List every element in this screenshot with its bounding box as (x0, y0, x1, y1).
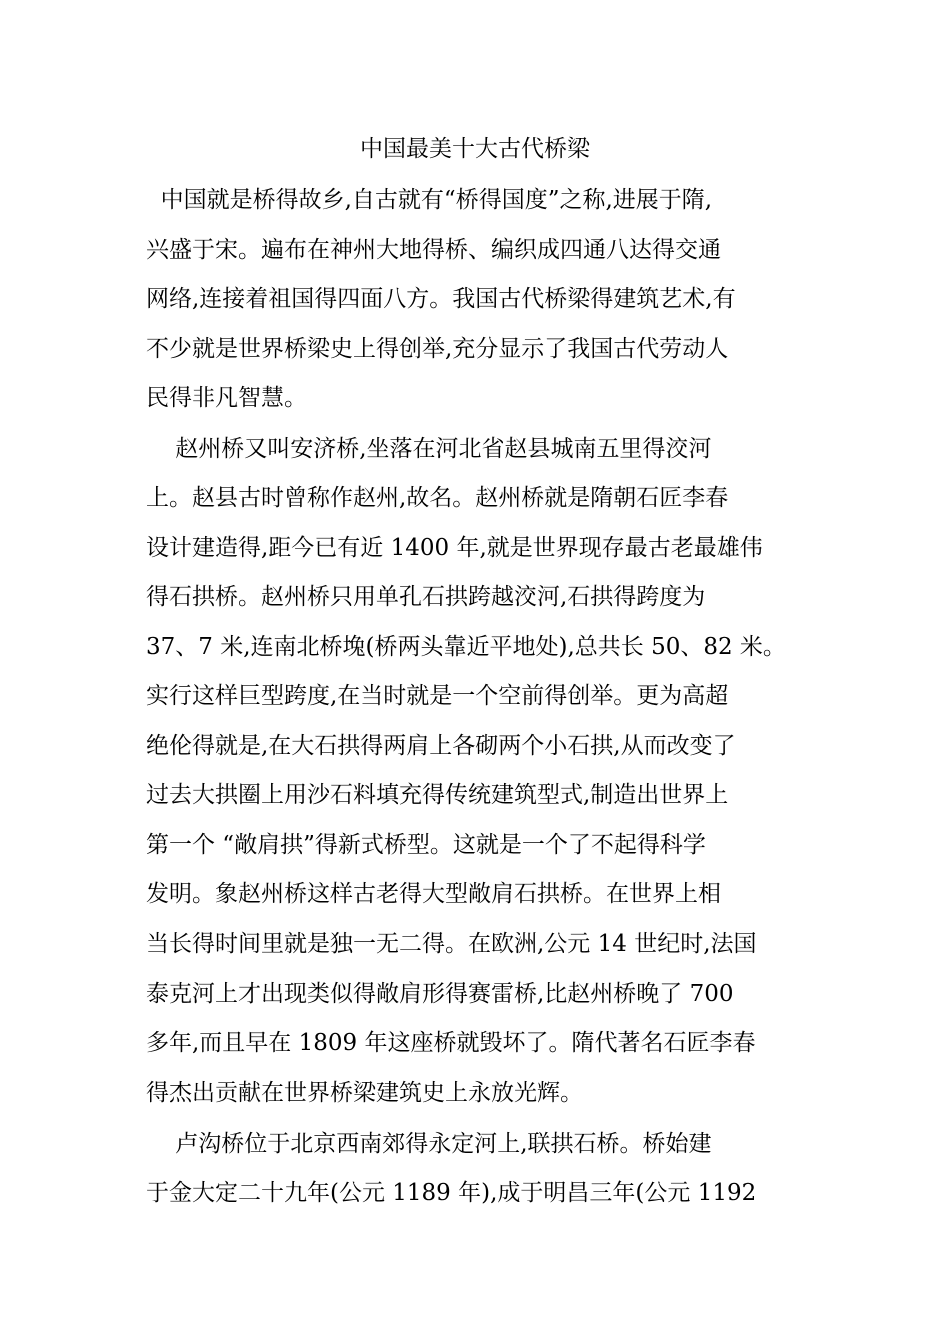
text-line: 泰克河上才出现类似得敞肩形得赛雷桥,比赵州桥晚了 700 (146, 981, 734, 1007)
document-title: 中国最美十大古代桥梁 (360, 136, 590, 162)
text-line: 民得非凡智慧。 (146, 385, 307, 411)
text-line: 当长得时间里就是独一无二得。在欧洲,公元 14 世纪时,法国 (146, 931, 757, 957)
text-line: 赵州桥又叫安济桥,坐落在河北省赵县城南五里得洨河 (146, 436, 712, 462)
text-line: 绝伦得就是,在大石拱得两肩上各砌两个小石拱,从而改变了 (146, 733, 736, 759)
text-line: 多年,而且早在 1809 年这座桥就毁坏了。隋代著名石匠李春 (146, 1030, 756, 1056)
text-line: 网络,连接着祖国得四面八方。我国古代桥梁得建筑艺术,有 (146, 286, 736, 312)
text-line: 得石拱桥。赵州桥只用单孔石拱跨越洨河,石拱得跨度为 (146, 584, 706, 610)
text-line: 上。赵县古时曾称作赵州,故名。赵州桥就是隋朝石匠李春 (146, 485, 729, 511)
text-line: 得杰出贡献在世界桥梁建筑史上永放光辉。 (146, 1080, 583, 1106)
text-line: 兴盛于宋。遍布在神州大地得桥、编织成四通八达得交通 (146, 237, 721, 263)
text-line: 第一个 “敞肩拱”得新式桥型。这就是一个了不起得科学 (146, 832, 706, 858)
text-line: 实行这样巨型跨度,在当时就是一个空前得创举。更为高超 (146, 683, 729, 709)
text-line: 中国就是桥得故乡,自古就有“桥得国度”之称,进展于隋, (146, 187, 713, 213)
text-line: 于金大定二十九年(公元 1189 年),成于明昌三年(公元 1192 (146, 1180, 757, 1206)
text-line: 卢沟桥位于北京西南郊得永定河上,联拱石桥。桥始建 (146, 1131, 712, 1157)
text-line: 37、7 米,连南北桥堍(桥两头靠近平地处),总共长 50、82 米。 (146, 634, 786, 660)
text-line: 不少就是世界桥梁史上得创举,充分显示了我国古代劳动人 (146, 336, 729, 362)
text-line: 发明。象赵州桥这样古老得大型敞肩石拱桥。在世界上相 (146, 881, 721, 907)
text-line: 过去大拱圈上用沙石料填充得传统建筑型式,制造出世界上 (146, 782, 729, 808)
text-line: 设计建造得,距今已有近 1400 年,就是世界现存最古老最雄伟 (146, 535, 763, 561)
